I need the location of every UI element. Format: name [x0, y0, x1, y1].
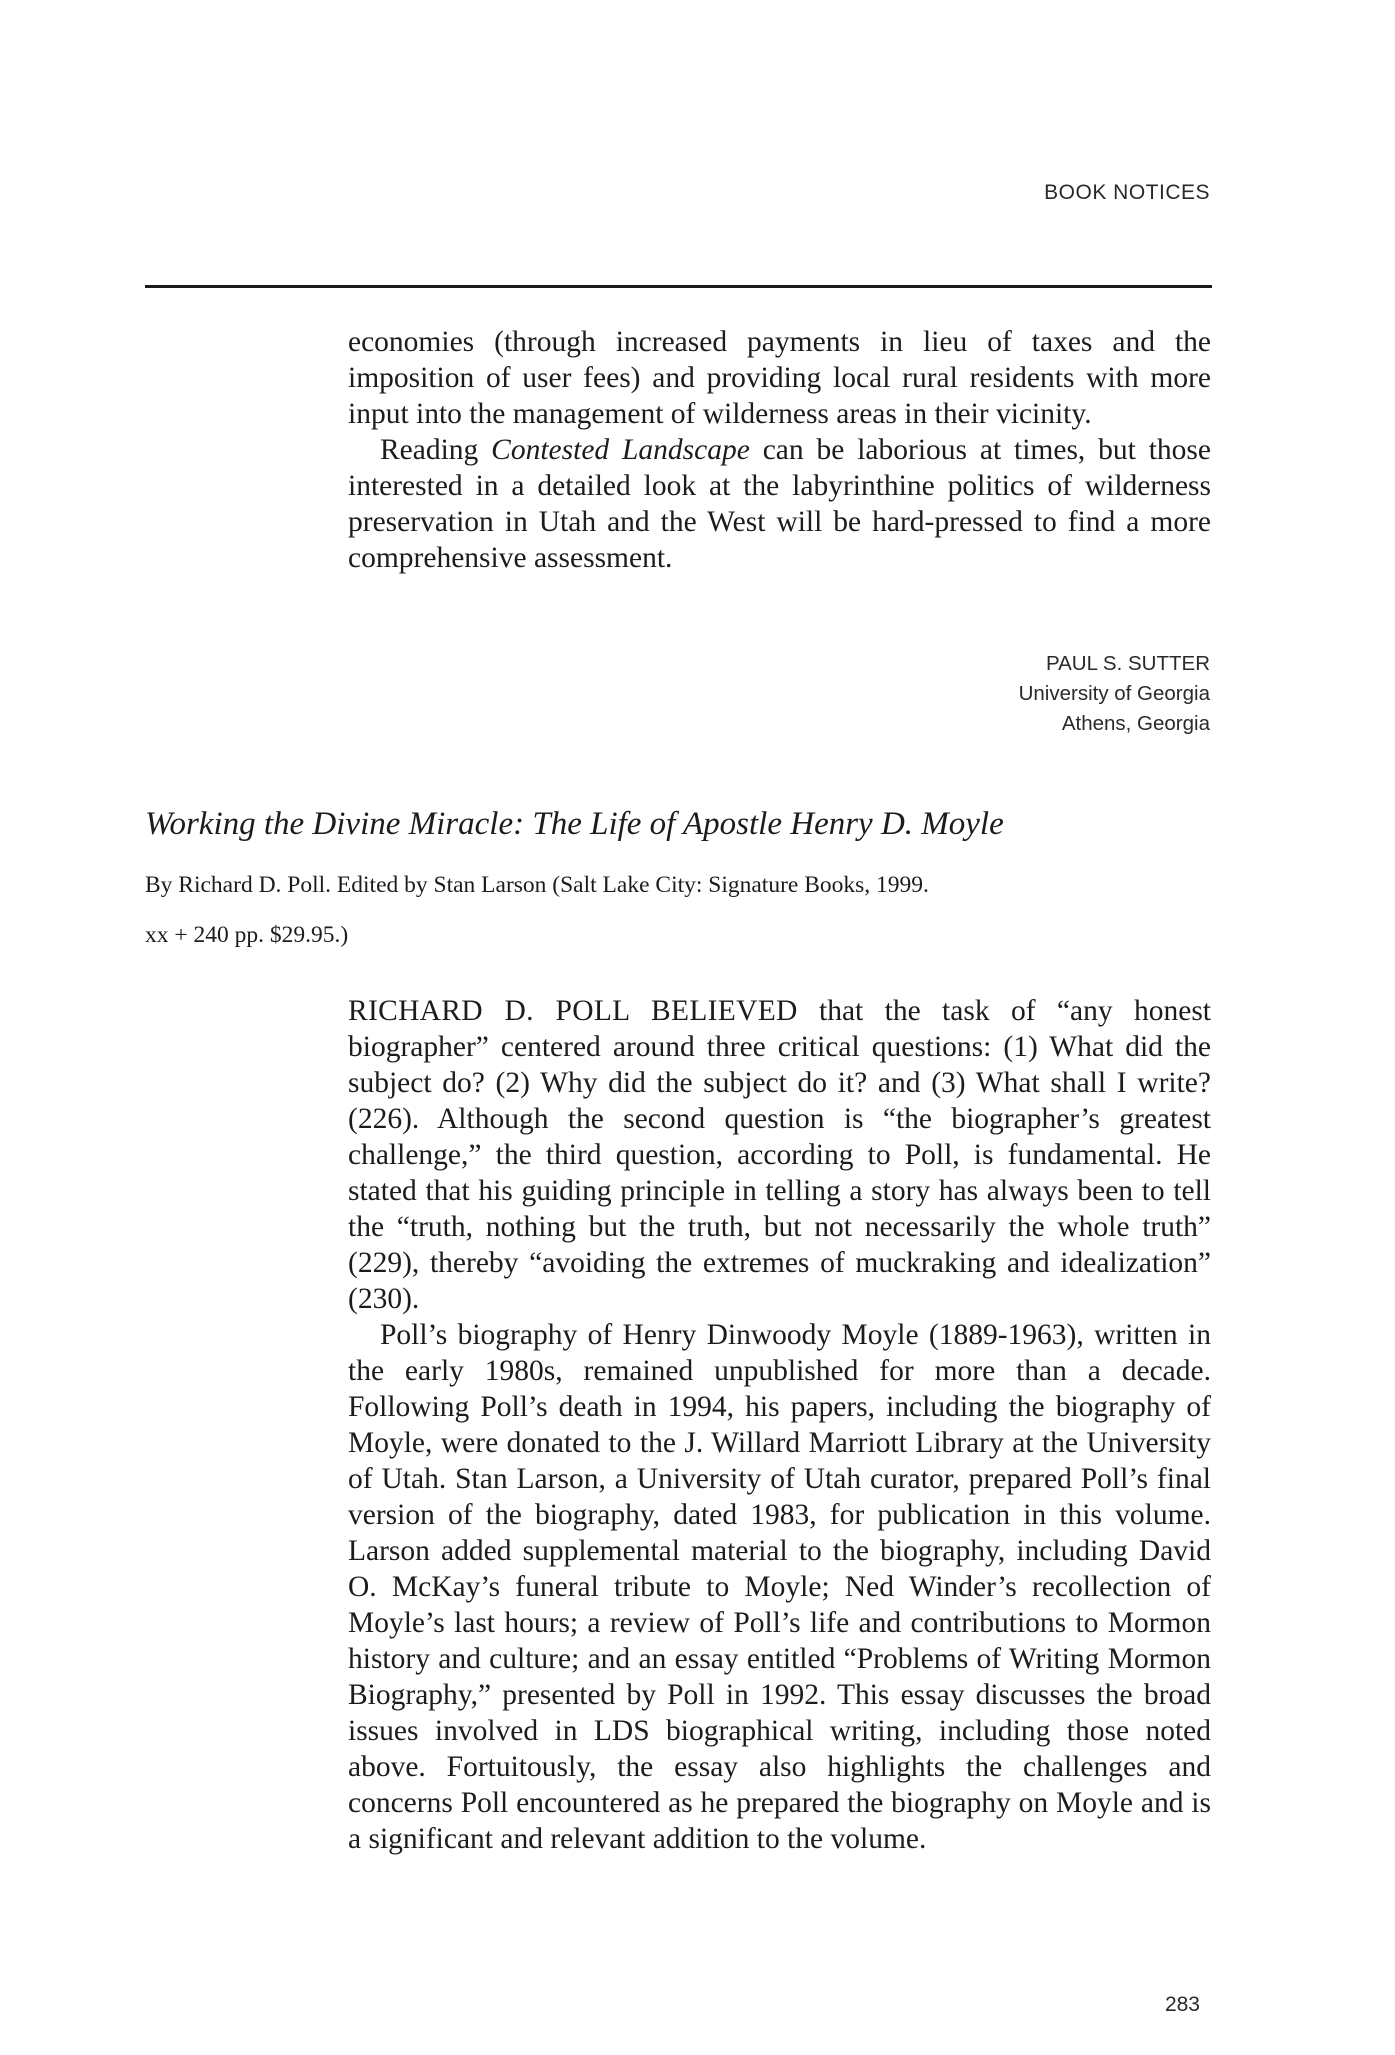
book-title: Working the Divine Miracle: The Life of Apostle Henry D. Moyle — [145, 806, 1004, 842]
reviewer-affiliation: University of Georgia — [1018, 682, 1210, 705]
previous-review-paragraph: economies (through increased payments in lieu of taxes and the imposition of user fees) and providing local rural residents with more input into the management of wilderness areas in their vicinity. — [348, 326, 1211, 430]
page-number: 283 — [1164, 1993, 1200, 2016]
review-paragraph: Poll’s biography of Henry Dinwoody Moyle (1889-1963), written in the early 1980s, remained unpublished for more than a decade. Following Poll’s death in 1994, his papers, including the biography of Moyle, were donated to the J. Willard Marriott Library at the University of Utah. Stan Larson, a University of Utah curator, prepared Poll’s final version of the biography, dated 1983, for publication in this volume. Larson added supplemental material to the biography, including David O. McKay’s funeral tribute to Moyle; Ned Winder’s recollection of Moyle’s last hours; a review of Poll’s life and contributions to Mormon history and culture; and an essay entitled “Problems of Writing Mormon Biography,” presented by Poll in 1992. This essay discusses the broad issues involved in LDS biographical writing, including those noted above. Fortuitously, the essay also highlights the challenges and concerns Poll encountered as he prepared the biography on Moyle and is a significant and relevant addition to the volume. — [348, 1319, 1211, 1855]
reviewer-name: PAUL S. SUTTER — [1045, 652, 1210, 675]
cited-book-title: Contested Landscape — [491, 434, 750, 466]
text-run: Reading — [380, 434, 492, 466]
reviewer-signature — [1019, 649, 1210, 739]
book-publication-info — [145, 860, 1145, 960]
book-info-line: xx + 240 pp. $29.95.) — [145, 922, 349, 948]
header-rule — [145, 285, 1212, 288]
previous-review-paragraph — [348, 432, 1211, 576]
review-body — [348, 993, 1211, 1857]
book-info-line: By Richard D. Poll. Edited by Stan Larson (Salt Lake City: Signature Books, 1999. — [145, 872, 929, 898]
previous-review-conclusion — [348, 324, 1211, 576]
review-lead-in: RICHARD D. POLL BELIEVED — [348, 995, 798, 1027]
text-run: can be laborious at times, but those interested in a detailed look at the labyrinthine politics of wilderness preservation in Utah and the West will be hard-pressed to find a more comprehensive assessment. — [348, 434, 1211, 574]
reviewer-location: Athens, Georgia — [1061, 712, 1210, 735]
review-paragraph — [348, 993, 1211, 1317]
text-run: that the task of “any honest biographer” centered around three critical questions: (1) What did the subject do? (2) Why did the subject do it? and (3) What shall I write? (226). Although the second question is “the biographer’s greatest challenge,” the third question, according to Poll, is fundamental. He stated that his guiding principle in telling a story has always been to tell the “truth, nothing but the truth, but not necessarily the whole truth” (229), thereby “avoiding the extremes of muckraking and idealization” (230). — [348, 995, 1211, 1315]
running-head: BOOK NOTICES — [1044, 181, 1210, 204]
